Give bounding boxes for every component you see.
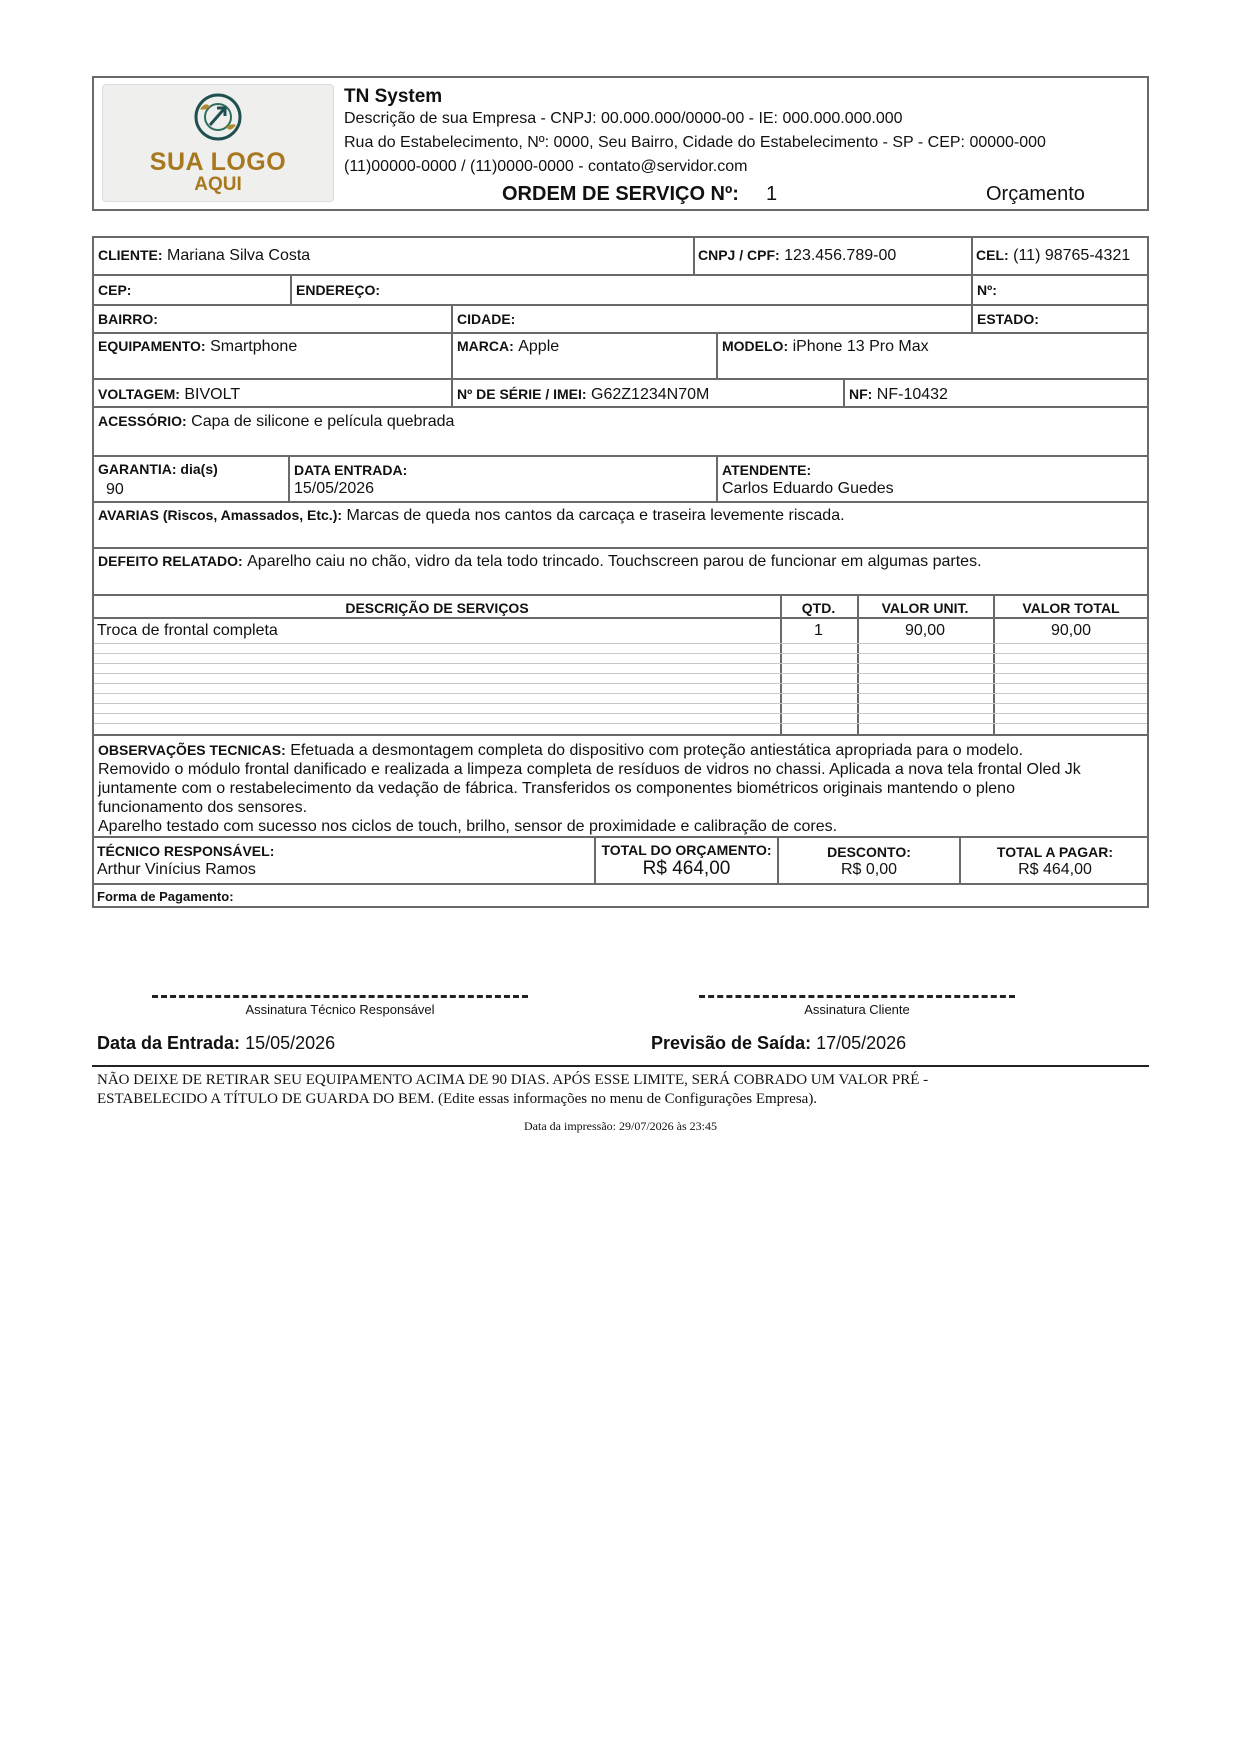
defeito-value: Aparelho caiu no chão, vidro da tela todo trincado. Touchscreen parou de funcionar em algumas partes.: [247, 553, 982, 570]
os-label: ORDEM DE SERVIÇO Nº:: [502, 183, 739, 205]
orcamento-label: TOTAL DO ORÇAMENTO:: [601, 842, 772, 858]
modelo-label: MODELO:: [722, 338, 789, 354]
equipamento-value: Smartphone: [210, 338, 298, 355]
saida-value: 17/05/2026: [816, 1033, 907, 1053]
footer-divider: [92, 1065, 1149, 1067]
garantia-value: 90: [106, 481, 124, 498]
acessorio-label: ACESSÓRIO:: [98, 413, 187, 429]
orcamento-value: R$ 464,00: [642, 858, 731, 879]
atendente-label: ATENDENTE:: [722, 462, 812, 478]
observations-text1: Efetuada a desmontagem completa do dispositivo com proteção antiestática apropriada para o modelo.: [290, 742, 1024, 759]
cidade-label: CIDADE:: [457, 311, 516, 327]
estado-label: ESTADO:: [977, 311, 1039, 327]
cel-value: (11) 98765-4321: [1013, 247, 1131, 264]
nf-value: NF-10432: [876, 386, 948, 403]
company-description: Descrição de sua Empresa - CNPJ: 00.000.000/0000-00 - IE: 000.000.000.000: [344, 110, 903, 127]
saida-field: [651, 1033, 906, 1054]
observations-line1: [98, 742, 1023, 760]
services-header-total: VALOR TOTAL: [1022, 600, 1120, 616]
observations-text3: juntamente com o restabelecimento da vedação de fábrica. Transferidos os componentes biométricos originais mantendo o pleno: [98, 780, 1015, 797]
acessorio-field: [98, 413, 454, 431]
pagar-label: TOTAL A PAGAR:: [996, 844, 1114, 860]
nf-label: NF:: [849, 386, 873, 402]
service-total: 90,00: [1050, 622, 1092, 639]
entrada-field: [97, 1033, 335, 1054]
leaf-arrow-icon: [190, 91, 246, 143]
marca-value: Apple: [518, 338, 560, 355]
observations-text4: funcionamento dos sensores.: [98, 799, 308, 816]
observations-label: OBSERVAÇÕES TECNICAS:: [98, 742, 286, 758]
service-unit: 90,00: [904, 622, 946, 639]
avarias-value: Marcas de queda nos cantos da carcaça e traseira levemente riscada.: [346, 507, 845, 524]
equipamento-label: EQUIPAMENTO:: [98, 338, 206, 354]
modelo-field: [722, 338, 929, 356]
tecnico-label: TÉCNICO RESPONSÁVEL:: [97, 843, 275, 859]
defeito-field: [98, 553, 982, 571]
avarias-label: AVARIAS (Riscos, Amassados, Etc.):: [98, 507, 343, 523]
doc-type: Orçamento: [986, 183, 1085, 205]
signature-cliente-label: Assinatura Cliente: [804, 1002, 910, 1017]
marca-label: MARCA:: [457, 338, 514, 354]
saida-label: Previsão de Saída:: [651, 1033, 812, 1053]
serie-field: [457, 386, 709, 404]
modelo-value: iPhone 13 Pro Max: [792, 338, 929, 355]
logo-line1: SUA LOGO: [149, 148, 287, 176]
entrada-label: Data da Entrada:: [97, 1033, 241, 1053]
service-desc: Troca de frontal completa: [97, 622, 278, 639]
company-address: Rua do Estabelecimento, Nº: 0000, Seu Bairro, Cidade do Estabelecimento - SP - CEP: 00000-000: [344, 134, 1046, 151]
services-header-unit: VALOR UNIT.: [881, 600, 969, 616]
cpf-value: 123.456.789-00: [784, 247, 897, 264]
defeito-label: DEFEITO RELATADO:: [98, 553, 243, 569]
observations-text5: Aparelho testado com sucesso nos ciclos de touch, brilho, sensor de proximidade e calibração de cores.: [98, 818, 838, 835]
cliente-value: Mariana Silva Costa: [167, 247, 311, 264]
logo-line2: AQUI: [194, 174, 242, 195]
avarias-field: [98, 507, 845, 525]
notice-line2: ESTABELECIDO A TÍTULO DE GUARDA DO BEM. (Edite essas informações no menu de Configurações Empresa).: [97, 1091, 818, 1107]
desconto-label: DESCONTO:: [827, 844, 911, 860]
garantia-label: GARANTIA: dia(s): [98, 461, 218, 477]
entrada-value: 15/05/2026: [245, 1033, 336, 1053]
voltagem-field: [98, 386, 240, 404]
nf-field: [849, 386, 948, 404]
services-header-desc: DESCRIÇÃO DE SERVIÇOS: [345, 600, 529, 616]
os-number: 1: [766, 183, 778, 205]
services-header-qtd: QTD.: [801, 600, 836, 616]
cpf-label: CNPJ / CPF:: [698, 247, 780, 263]
voltagem-label: VOLTAGEM:: [98, 386, 180, 402]
equipamento-field: [98, 338, 297, 356]
cel-label: CEL:: [976, 247, 1009, 263]
company-name: TN System: [344, 86, 443, 107]
voltagem-value: BIVOLT: [184, 386, 241, 403]
cliente-label: CLIENTE:: [98, 247, 163, 263]
acessorio-value: Capa de silicone e película quebrada: [191, 413, 455, 430]
desconto-value: R$ 0,00: [840, 861, 898, 878]
cpf-field: [698, 247, 896, 265]
service-qtd: 1: [814, 622, 823, 639]
serie-value: G62Z1234N70M: [591, 386, 710, 403]
print-date: Data da impressão: 29/07/2026 às 23:45: [524, 1119, 717, 1133]
pagar-value: R$ 464,00: [1018, 861, 1092, 878]
signature-line-cliente: [699, 995, 1015, 998]
tecnico-value: Arthur Vinícius Ramos: [97, 861, 256, 878]
endereco-label: ENDEREÇO:: [296, 282, 381, 298]
signature-tecnico-label: Assinatura Técnico Responsável: [245, 1002, 435, 1017]
atendente-value: Carlos Eduardo Guedes: [722, 480, 894, 497]
company-logo: [102, 84, 334, 202]
pagamento-label: Forma de Pagamento:: [97, 889, 234, 904]
data-entrada-value: 15/05/2026: [294, 480, 375, 497]
company-contact: (11)00000-0000 / (11)0000-0000 - contato@servidor.com: [344, 158, 748, 175]
numero-label: Nº:: [977, 282, 997, 298]
observations-text2: Removido o módulo frontal danificado e realizada a limpeza completa de resíduos de vidros no chassi. Aplicada a nova tela frontal Oled Jk: [98, 761, 1081, 778]
notice-line1: NÃO DEIXE DE RETIRAR SEU EQUIPAMENTO ACIMA DE 90 DIAS. APÓS ESSE LIMITE, SERÁ COBRADO UM VALOR PRÉ -: [97, 1072, 929, 1088]
data-entrada-label: DATA ENTRADA:: [294, 462, 408, 478]
cep-label: CEP:: [98, 282, 132, 298]
cel-field: [976, 247, 1130, 265]
serie-label: Nº DE SÉRIE / IMEI:: [457, 386, 587, 402]
signature-line-tecnico: [152, 995, 528, 998]
bairro-label: BAIRRO:: [98, 311, 158, 327]
marca-field: [457, 338, 559, 356]
cliente-field: [98, 247, 310, 265]
